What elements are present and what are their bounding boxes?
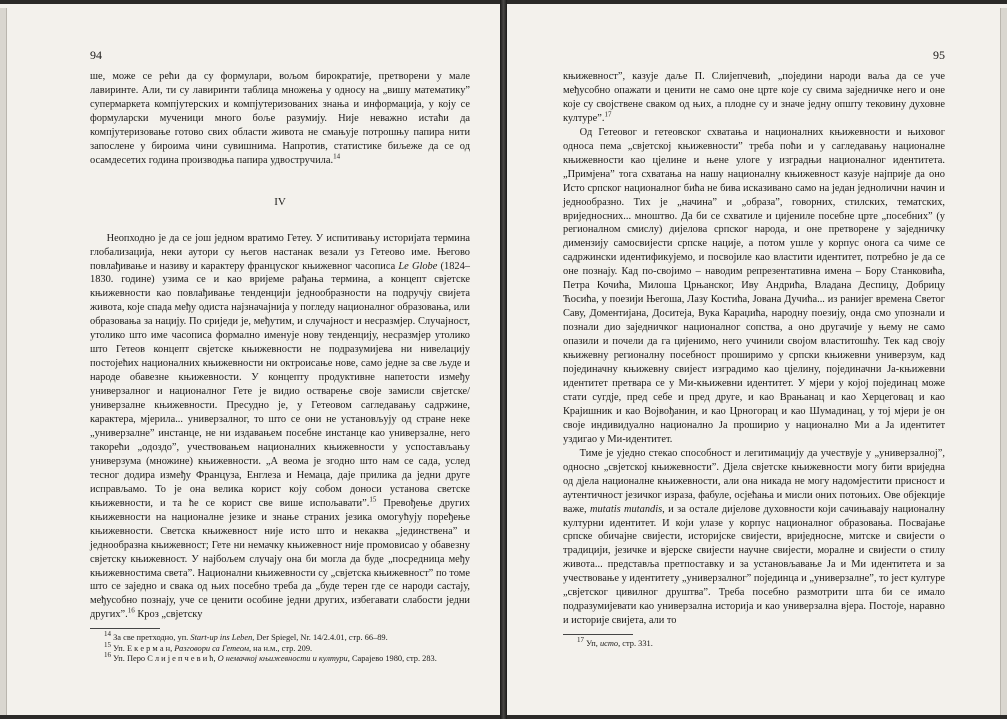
footnote-ref[interactable]: 16: [127, 606, 135, 615]
paragraph: [563, 126, 945, 447]
paragraph-text: , и за остале дијелове духовности који сачињавају националну културни идентитет. И који улазе у корпус националног образовања. Посвајање српске обичајне свијести, историјске свијести, вриједносне, митске и свијести о традицији, језичке и вјерске свијести научне свијести, моралне и свијести о стилу живота... представља претпоставку и за установљавање Ја и Ми идентитета и за учествовање у идентитету „универзалног” појединца и „универзалне”, то јест културе „свјетског цивилног друштва”. Треба посебно размотрити шта би се имало подразумијевати као универзална историја и као универзална вјера. Постоје, наравно и историје свијета, али то: [563, 503, 945, 627]
paragraph: [90, 232, 470, 623]
book-gutter: [500, 0, 507, 719]
footnote-divider: [563, 634, 633, 635]
right-page-text: [563, 70, 945, 628]
paragraph-text: Кроз „свјетску: [134, 609, 203, 621]
left-page-edge: [0, 8, 7, 715]
paragraph-text: књижевност”, казује даље П. Слијепчевић, „поједини народи ваља да се уче међусобно опажати и ценити не само оне црте које су свима заједничке него и оне које су својствене сваком од њих, а плодне су и значе једну општу тековину духовне културе”.: [563, 71, 945, 124]
paragraph-text: Тиме је уједно стекао способност и легитимацију да учествује у „универзалној”, односно „свјетској књижевности”. Дјела свјетске књижевности могу бити вриједна од дјела националне књижевности, али она никада не могу надомјестити присност и аутентичност језичког израза, фабуле, осјећања и мисли оних потоњих. Ове објекције важе,: [563, 447, 945, 515]
journal-title: Le Globe: [398, 260, 438, 272]
footnotes: [563, 636, 945, 649]
footnote-ref[interactable]: 15: [369, 495, 377, 504]
right-page-edge: [1000, 8, 1007, 715]
right-page: [507, 4, 1007, 715]
paragraph-text: ше, може се рећи да су формулари, вољом бирократије, претворени у мале лавиринте. Али, ти су лавиринти таблица множења у односу на „вишу математику” супермаркета компјутерских и компјутеризованих знања и информација, у коју се формуларски мученици много боље разумију. Није неважно истаћи да компјутеризовање готово свих области живота не смањује потрошњу папира нити запослене у бироима чини сувишнима. Напротив, статистике биљеже да се од осамдесетих година производња папира удвостручила.: [90, 71, 470, 166]
footnote: $^{14}$ За све претходно, уп. Start-up ins Leben, Der Spiegel, Nr. 14/2.4.01, стр. 66–89.: [104, 630, 388, 643]
footnote-ref[interactable]: 17: [604, 110, 612, 119]
paragraph-text: Превођење других књижевности на националне језике и знање страних језика омогућују поређење књижевности. Светска књижевност није исто што и некаква „јединственa” и једнообразна књижевност; Гете ни немачку књижевност није промовисао у обавезну свјетску књижевност. У најбољем случају она би могла да буде „посредница међу књижевностима света”. Национални књижевности су „свјетска књижевност” по томе што се заједно и свака од њих посебно треба да „буде терен где се народи састају, међусобно познају, уче се ценити особине једни других, избегавати слабости једни других”.: [90, 497, 470, 621]
footnote: $^{16}$ Уп. Перо С л и ј е п ч е в и ћ, О немачкој књижевности и култури, Сарајево 1980, стр. 283.: [104, 651, 437, 664]
paragraph: [563, 447, 945, 628]
paragraph: [563, 70, 945, 126]
footnote-divider: [90, 628, 160, 629]
footnote: $^{17}$ Уп, исто, стр. 331.: [577, 636, 653, 649]
paragraph-text: Од Гетеовог и гетеовског схватања и националних књижевности и њиховог односа пема „свјетској књижевности” треба поћи и у сагледавању националне књижевности као цјелине и њене улоге у изградњи националног идентитета. „Примјена” тога схватања на нашу националну књижевност казује најприје да оно Исто српског националног бића не бива исказивано само на један једнолични начин и једнообразно. Тих је „начина” и „образа”, говорних, стилских, тематских, вриједносних... мноштво. Да би се схватиле и цијениле посебне црте „посебних” (у регионалном смислу) дијелова српског народа, и оне претворене у заједничку димензију самосвијести српске нације, а потом ушле у корпус онога са чиме се садржински идентификујемо, и посвојиле као властити идентитет, потребно је да се оне познају. Кад по-својимо – наводим репрезентативна имена – Бору Станковића, Петра Кочића, Милоша Црњанског, Иву Андрића, Владана Деспицу, Добрицу Ћосића, у поезији Његоша, Лазу Костића, Јована Дучића... из ранијег времена Светог Саву, Доментијана, Доситеја, Вука Караџића, народну поезију, онда смо упознали и познали дио заједничког националног сопства, а оно другачије у њему не само опазили и почели да га цијенимо, него учинили својом властитошћу. Тек кад своју књижевну регионалну посебност проширимо у српски књижевни универзум, кад појединачну књижевну свијест изградимо као цјелину, појединачни Ја-књижевни идентитет претвара се у Ми-књижевни идентитет. У мјери у којој појединац може стати сугдје, пред себе и пред друге, и као Врањанац и као Херцеговац и као Крајишник и као Војвођанин, и као Црногорац и као Шумадинац, у тој мјери је он своје индивидуално национално Ја проширио у национално Ми а Ја идентитет уздигао у Ми-идентитет.: [563, 126, 945, 445]
left-page-text: [90, 70, 470, 622]
left-page: [0, 4, 500, 715]
paragraph-text: Неопходно је да се још једном вратимо Гетеу. У испитивању историјата термина глобализација, неки аутори су његов настанак везали уз Гетеово име. Његово повлађивање и називу и карактеру француског књижевног часописа: [90, 232, 470, 272]
paragraph: [90, 70, 470, 168]
footnote-ref[interactable]: 14: [333, 152, 341, 161]
section-heading: IV: [274, 195, 286, 208]
footnote: $^{15}$ Уп. Е к е р м а н, Разговори са Гетеом, на н.м., стр. 209.: [104, 640, 313, 653]
latin-phrase: mutatis mutandis: [590, 503, 663, 515]
footnotes: [90, 630, 470, 664]
page-number-right: 95: [933, 48, 945, 62]
page-number-left: 94: [90, 48, 102, 62]
paragraph-text: (1824–1830. године) узима се и као вријеме рађања термина, а концепт свјетске књижевности као повлађивање тенденцији једнообразности на подручју свијета живота, које спада међу одиста најзначајнија у погледу националног образовања, или образовања за нацију. По сриједи је, међутим, и случајност и несразмјер. Случајност, утолико што име часописа формално именује нову тенденцију, несразмјер утолико што Гетеов концепт свјетске књижевности не подразумијева ни нивелацију постојећих националних књижевности ни октроисање нове, само једне за све људе и народе обавезне књижевности. У концепту продуктивне напетости између универзалног и националног Гете је видио остварење своје замисли свјетске/универзалне књижевности. Пресудно је, у Гетеовом сагледавању садржине, карактера, мјерила... универзалног, то што се они не установљују од стране неке „универзалне” инстанце, не ни издавањем посебне инстанце као универзалне, него такорећи „одоздо”, учествовањем националних књижевности у успостављању универзума (множине) књижевности. „А веома је згодно што нам се сада, услед тесног додира између Француза, Енглеза и Немаца, даје прилика да једни друге исправљамо. То је она велика корист коју собом доноси установа светске књижевности, и та ће се корист све више испољавати”.: [90, 260, 470, 509]
